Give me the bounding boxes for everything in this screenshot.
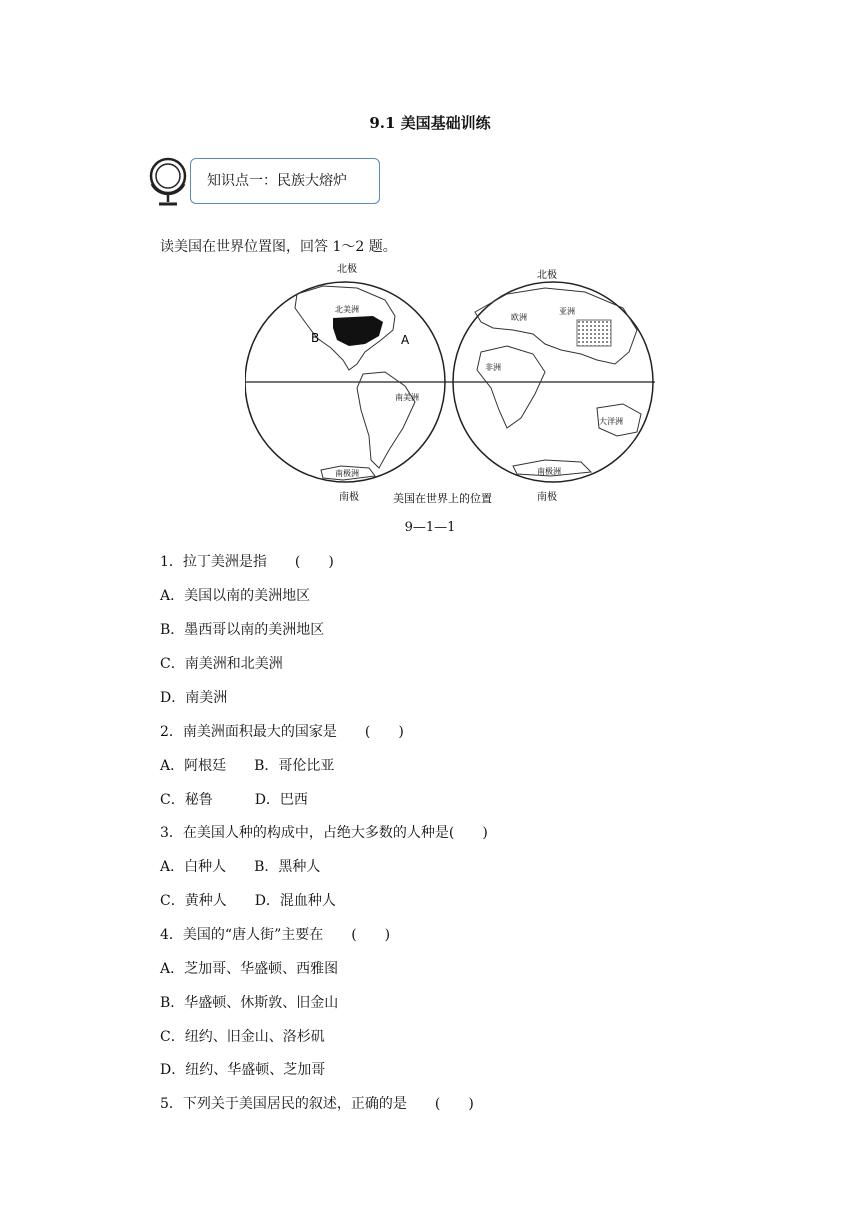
label-south-pole-left: 南极 [339,492,359,503]
question-3-stem: 3．在美国人种的构成中，占绝大多数的人种是( ) [160,825,488,841]
label-europe: 欧洲 [511,313,527,322]
question-2-stem: 2．南美洲面积最大的国家是 ( ) [160,724,404,740]
question-4-option-c: C．纽约、旧金山、洛杉矶 [160,1029,325,1045]
question-4-option-a: A．芝加哥、华盛顿、西雅图 [160,961,339,977]
question-2-options-cd: C．秘鲁 D．巴西 [160,792,308,808]
label-b: B [311,331,320,345]
label-asia: 亚洲 [559,307,575,316]
knowledge-point-box [190,158,380,204]
question-1-option-b: B．墨西哥以南的美洲地区 [160,622,325,638]
question-2-options-ab: A．阿根廷 B．哥伦比亚 [160,758,335,774]
label-antarctica-left: 南极洲 [335,469,359,478]
label-oceania: 大洋洲 [599,417,623,426]
question-3-options-cd: C．黄种人 D．混血种人 [160,893,336,909]
label-north-pole-right: 北极 [537,270,557,281]
label-antarctica-right: 南极洲 [537,467,561,476]
question-3-options-ab: A．白种人 B．黑种人 [160,859,321,875]
intro-text: 读美国在世界位置图，回答 1～2 题。 [160,239,397,255]
world-map-figure [245,260,655,510]
label-africa: 非洲 [485,363,501,372]
question-1-stem: 1．拉丁美洲是指 ( ) [160,554,334,570]
china-shape [577,320,611,346]
globe-icon [146,154,190,210]
label-north-america: 北美洲 [335,305,359,314]
knowledge-point-label: 知识点一：民族大熔炉 [207,173,347,189]
label-south-pole-right: 南极 [537,492,557,503]
map-inner-caption: 美国在世界上的位置 [393,492,492,505]
label-a: A [401,333,410,347]
page-title: 9.1 美国基础训练 [369,114,491,132]
question-5-stem: 5．下列关于美国居民的叙述，正确的是 ( ) [160,1096,474,1112]
question-4-option-b: B．华盛顿、休斯敦、旧金山 [160,995,339,1011]
question-4-option-d: D．纽约、华盛顿、芝加哥 [160,1062,326,1078]
question-1-option-a: A．美国以南的美洲地区 [160,588,311,604]
label-south-america: 南美洲 [395,393,419,402]
question-4-stem: 4．美国的“唐人街”主要在 ( ) [160,927,391,943]
label-north-pole-left: 北极 [337,264,357,275]
figure-caption: 9—1—1 [404,520,456,535]
question-1-option-c: C．南美洲和北美洲 [160,656,283,672]
question-1-option-d: D．南美洲 [160,690,228,706]
